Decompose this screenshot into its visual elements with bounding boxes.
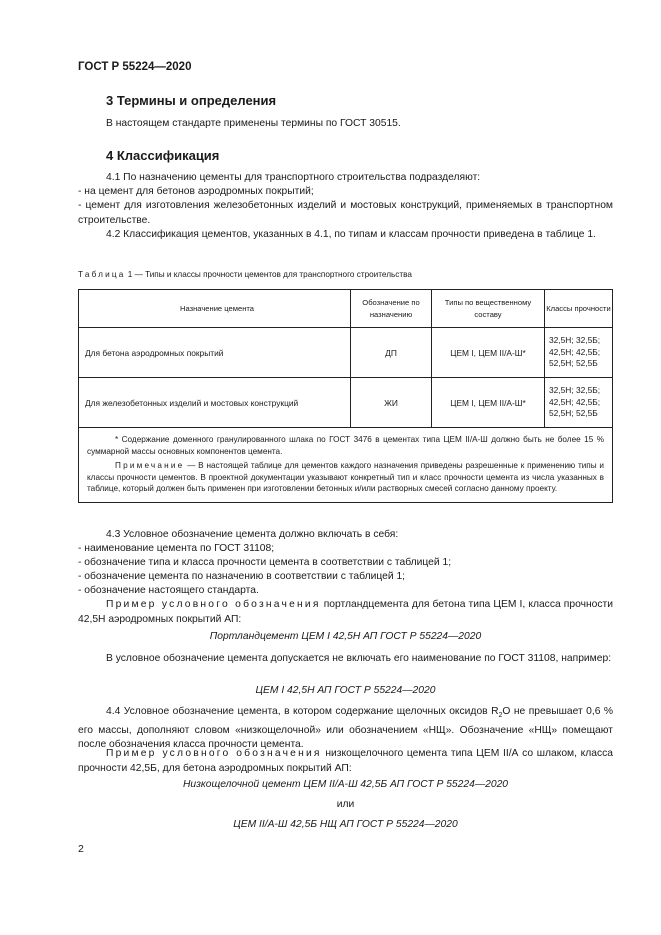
para-4-4: 4.4 Условное обозначение цемента, в котором содержание щелочных оксидов $R_2O$ не превышает 0,6 % его массы, дополняют словом «низкощелочной» или обозначением «НЩ». Обозначение «НЩ» помещают после обозначения класса прочности цемента.: [78, 706, 614, 751]
table-header-row: [79, 290, 613, 328]
example-4-4: Пример условного обозначения низкощелочного цемента типа ЦЕМ II/А со шлаком, класса прочности 42,5Б, для бетона аэродромных покрытий АП:: [78, 748, 613, 774]
table-notes-row: [79, 428, 613, 503]
example-4-3: Пример условного обозначения портландцемента для бетона типа ЦЕМ I, класса прочности 42,5Н аэродромных покрытий АП:: [78, 599, 613, 625]
col-classes-header: Классы прочности: [545, 290, 613, 328]
cell-purpose: Для железобетонных изделий и мостовых конструкций: [79, 378, 351, 428]
cell-code: ДП: [351, 328, 432, 378]
cell-classes: 32,5Н; 32,5Б; 42,5Н; 42,5Б; 52,5Н; 52,5Б: [545, 378, 613, 428]
bullet-concrete: - цемент для изготовления железобетонных изделий и мостовых конструкций, применяемых в транспортном строительстве.: [78, 200, 613, 226]
cell-classes: 32,5Н; 32,5Б; 42,5Н; 42,5Б; 52,5Н; 52,5Б: [545, 328, 613, 378]
page-number: 2: [78, 843, 84, 855]
table-caption: Таблица 1 — Типы и классы прочности цементов для транспортного строительства: [78, 270, 412, 279]
table-row: [79, 378, 613, 428]
table-row: [79, 328, 613, 378]
classification-table: [78, 289, 613, 503]
or-separator: или: [336, 799, 355, 810]
section-3-text: В настоящем стандарте применены термины по ГОСТ 30515.: [106, 118, 401, 129]
bullet-purpose: - обозначение цемента по назначению в соответствии с таблицей 1;: [78, 571, 406, 582]
section-4-title: 4 Классификация: [106, 148, 220, 163]
cell-code: ЖИ: [351, 378, 432, 428]
para-4-1: 4.1 По назначению цементы для транспортного строительства подразделяют:: [106, 172, 481, 183]
cell-purpose: Для бетона аэродромных покрытий: [79, 328, 351, 378]
para-name-omit: В условное обозначение цемента допускается не включать его наименование по ГОСТ 31108, например:: [106, 653, 612, 664]
section-3-title: 3 Термины и определения: [106, 93, 277, 108]
bullet-type-class: - обозначение типа и класса прочности цемента в соответствии с таблицей 1;: [78, 557, 452, 568]
designation-example-3: Низкощелочной цемент ЦЕМ II/А-Ш 42,5Б АП ГОСТ Р 55224—2020: [182, 779, 509, 790]
col-code-header: Обозначение по назначению: [351, 290, 432, 328]
col-types-header: Типы по вещественному составу: [432, 290, 545, 328]
table-footnote: * Содержание доменного гранулированного шлака по ГОСТ 3476 в цементах типа ЦЕМ II/А-Ш должно быть не более 15 % суммарной массы основных компонентов цемента.: [87, 435, 604, 456]
designation-example-4: ЦЕМ II/А-Ш 42,5Б НЩ АП ГОСТ Р 55224—2020: [233, 819, 458, 830]
para-4-2: 4.2 Классификация цементов, указанных в 4.1, по типам и классам прочности приведена в таблице 1.: [106, 229, 596, 240]
cell-types: ЦЕМ I, ЦЕМ II/А-Ш*: [432, 378, 545, 428]
bullet-name: - наименование цемента по ГОСТ 31108;: [78, 543, 275, 554]
para-4-3: 4.3 Условное обозначение цемента должно включать в себя:: [106, 529, 399, 540]
bullet-standard: - обозначение настоящего стандарта.: [78, 585, 259, 596]
bullet-airfield: - на цемент для бетонов аэродромных покрытий;: [78, 186, 314, 197]
cell-types: ЦЕМ I, ЦЕМ II/А-Ш*: [432, 328, 545, 378]
table-note: Примечание — В настоящей таблице для цементов каждого назначения приведены разрешенные к применению типы и классы прочности цементов. В проектной документации указывают конкретный тип и класс прочности цемента из числа указанных в таблице, который должен быть применен при изготовлении бетонных и/или растворных смесей согласно данному проекту.: [87, 461, 604, 493]
document-header: ГОСТ Р 55224—2020: [78, 61, 192, 73]
designation-example-2: ЦЕМ I 42,5Н АП ГОСТ Р 55224—2020: [255, 685, 436, 696]
designation-example-1: Портландцемент ЦЕМ I 42,5Н АП ГОСТ Р 55224—2020: [209, 631, 482, 642]
table-notes: [79, 428, 613, 503]
col-purpose-header: Назначение цемента: [79, 290, 351, 328]
